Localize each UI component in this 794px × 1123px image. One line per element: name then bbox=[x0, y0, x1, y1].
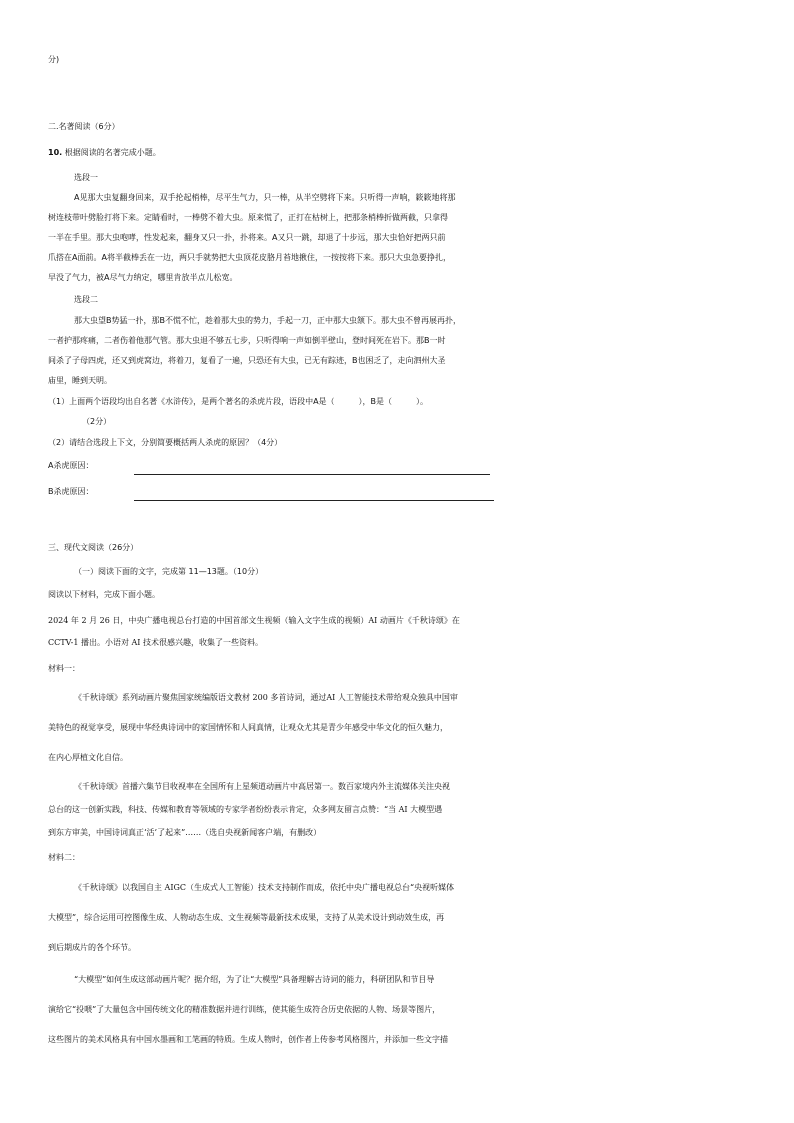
excerpt-2-line: 那大虫望B势猛一扑，那B不慌不忙，趁着那大虫的势力，手起一刀，正中那大虫颔下。那大虫不曾再展再扑， bbox=[74, 316, 461, 325]
material-2-line: 到后期成片的各个环节。 bbox=[48, 943, 136, 952]
question-10-number: 10. bbox=[48, 148, 63, 157]
b-reason-answer-line[interactable] bbox=[134, 500, 494, 501]
material-1-line: 在内心厚植文化自信。 bbox=[48, 753, 128, 762]
sub-question-1-points: （2分） bbox=[82, 417, 112, 426]
excerpt-1-label: 选段一 bbox=[74, 173, 98, 182]
excerpt-1-line: 早没了气力，被A尽气力纳定，哪里肯放半点儿松宽。 bbox=[48, 273, 238, 282]
material-1-line: 总台的这一创新实践，科技、传媒和教育等领域的专家学者纷纷表示肯定，众多网友留言点赞：“当 AI 大模型遇 bbox=[48, 805, 443, 814]
question-10 bbox=[48, 143, 748, 162]
excerpt-1-line: A见那大虫复翻身回来，双手抡起梢棒，尽平生气力，只一棒，从半空劈将下来。只听得一声响，簌簌地将那 bbox=[74, 193, 456, 202]
excerpt-1-line: 爪搭在A面前。A将半截棒丢在一边，两只手就势把大虫顶花皮胳月苔地揪住，一按按将下来。那只大虫急要挣扎， bbox=[48, 253, 451, 262]
a-reason-label: A杀虎原因： bbox=[48, 461, 94, 470]
material-1-line: 美特色的视觉享受，展现中华经典诗词中的家国情怀和人间真情，让观众尤其是青少年感受中华文化的恒久魅力， bbox=[48, 723, 448, 732]
section-3-subheading: （一）阅读下面的文字，完成第 11—13题。（10分） bbox=[74, 567, 264, 576]
excerpt-2-line: 一者护那疼痛，二者伤着他那气管。那大虫退不够五七步，只听得响一声如倒半壁山，登时间死在岩下。那B一时 bbox=[48, 336, 446, 345]
question-10-text: 根据阅读的名著完成小题。 bbox=[64, 148, 161, 157]
material-2-line: “大模型”如何生成这部动画片呢？据介绍，为了让“大模型”具备理解古诗词的能力，科研团队和节目导 bbox=[74, 975, 435, 984]
news-line: CCTV-1 播出。小语对 AI 技术很感兴趣，收集了一些资料。 bbox=[48, 638, 263, 647]
reading-intro: 阅读以下材料，完成下面小题。 bbox=[48, 590, 160, 599]
page-top-fragment: 分) bbox=[48, 55, 60, 64]
excerpt-2-line: 庙里，睡到天明。 bbox=[48, 376, 112, 385]
a-reason-answer-line[interactable] bbox=[134, 474, 490, 475]
excerpt-1-line: 树连枝带叶劈脸打将下来。定睛看时，一棒劈不着大虫。原来慌了，正打在枯树上，把那条梢棒折做两截，只拿得 bbox=[48, 213, 448, 222]
b-reason-label: B杀虎原因： bbox=[48, 487, 94, 496]
material-1-label: 材料一： bbox=[48, 664, 80, 673]
material-2-label: 材料二： bbox=[48, 853, 80, 862]
section-2-heading: 二.名著阅读（6分） bbox=[48, 122, 120, 131]
excerpt-2-line: 间杀了子母四虎，还又到虎窝边，将着刀，复看了一遍，只恐还有大虫，已无有踪迹，B也困乏了，走向泗州大圣 bbox=[48, 356, 446, 365]
material-2-line: 演给它“投喂”了大量包含中国传统文化的精准数据并进行训练，使其能生成符合历史依据的人物、场景等图片， bbox=[48, 1005, 441, 1014]
material-2-line: 大模型”，综合运用可控图像生成、人物动态生成、文生视频等最新技术成果，支持了从美术设计到动效生成，再 bbox=[48, 913, 445, 922]
material-1-line: 《千秋诗颂》首播六集节目收视率在全国所有上星频道动画片中高居第一。数百家境内外主流媒体关注央视 bbox=[74, 782, 450, 791]
material-2-line: 这些图片的美术风格具有中国水墨画和工笔画的特质。生成人物时，创作者上传参考风格图片，并添加一些文字描 bbox=[48, 1035, 448, 1044]
section-3-heading: 三、现代文阅读（26分） bbox=[48, 543, 139, 552]
sub-question-2: （2）请结合选段上下文，分别简要概括两人杀虎的原因？（4分） bbox=[48, 438, 283, 447]
material-1-line: 《千秋诗颂》系列动画片聚焦国家统编版语文教材 200 多首诗词，通过AI 人工智能技术带给观众独具中国审 bbox=[74, 693, 458, 702]
sub-question-1: （1）上面两个语段均出自名著《水浒传》，是两个著名的杀虎片段，语段中A是（ ），B是（ ）。 bbox=[48, 397, 429, 406]
excerpt-1-line: 一半在手里。那大虫咆哮，性发起来，翻身又只一扑，扑将来。A又只一跳，却退了十步远，那大虫恰好把两只前 bbox=[48, 233, 446, 242]
material-1-line: 到东方审美，中国诗词真正‘活’了起来”……（选自央视新闻客户端，有删改） bbox=[48, 828, 322, 837]
material-2-line: 《千秋诗颂》以我国自主 AIGC（生成式人工智能）技术支持制作而成，依托中央广播电视总台“央视听媒体 bbox=[74, 883, 455, 892]
excerpt-2-label: 选段二 bbox=[74, 295, 98, 304]
news-line: 2024 年 2 月 26 日，中央广播电视总台打造的中国首部文生视频（输入文字生成的视频）AI 动画片《千秋诗颂》在 bbox=[48, 616, 460, 625]
